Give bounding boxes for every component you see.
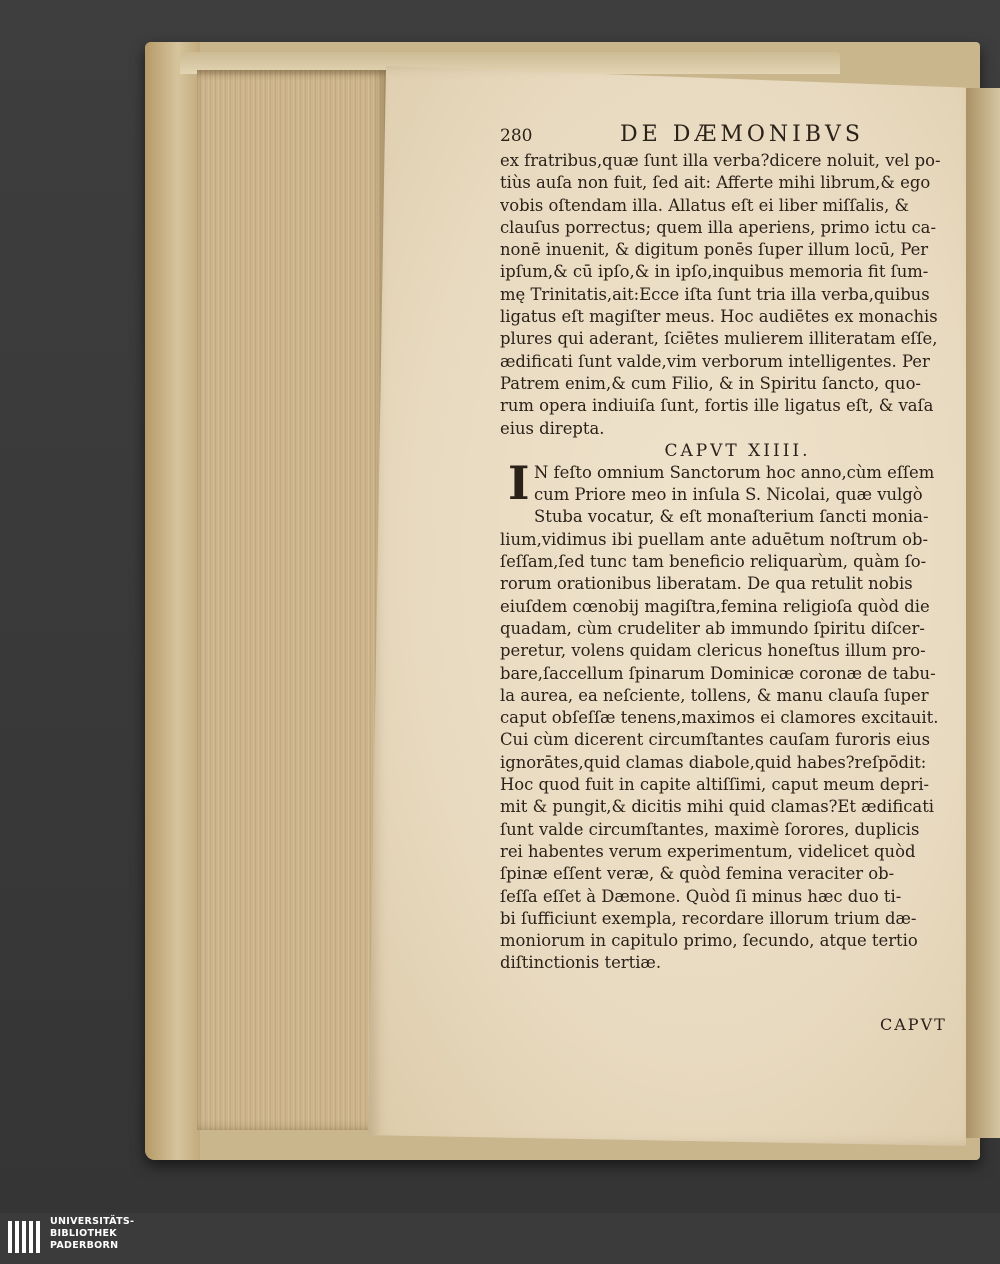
text-line: ipſum,& cū ipſo,& in ipſo,inquibus memoria fit ſum- bbox=[500, 262, 929, 282]
text-line: Hoc quod fuit in capite altiſſimi, caput meum depri- bbox=[500, 775, 930, 795]
text-line: Patrem enim,& cum Filio, & in Spiritu ſancto, quo- bbox=[500, 373, 921, 393]
text-line: ligatus eſt magiſter meus. Hoc audiētes ex monachis bbox=[500, 307, 938, 327]
text-line: ſunt valde circumſtantes, maximè ſorores, duplicis bbox=[500, 819, 920, 839]
text-line: ſpinæ eſſent veræ, & quòd femina veraciter ob- bbox=[500, 864, 895, 884]
page-number: 280 bbox=[500, 126, 533, 146]
text-line: clauſus porrectus; quem illa aperiens, primo ictu ca- bbox=[500, 217, 936, 237]
text-line: rei habentes verum experimentum, videlicet quòd bbox=[500, 841, 916, 861]
text-line: ignorātes,quid clamas diabole,quid habes?reſpōdit: bbox=[500, 752, 927, 772]
footer-bar bbox=[0, 1213, 1000, 1264]
text-line: Stuba vocatur, & eſt monaſterium ſancti monia- bbox=[534, 507, 929, 527]
text-line: ſeſſa eſſet à Dæmone. Quòd ſi minus hæc duo ti- bbox=[500, 886, 902, 906]
text-line: diſtinctionis tertiæ. bbox=[500, 953, 662, 973]
text-line: nonē inuenit, & digitum ponēs ſuper illum locū, Per bbox=[500, 240, 929, 260]
text-line: N feſto omnium Sanctorum hoc anno,cùm eſſem bbox=[534, 462, 935, 482]
text-line: ex fratribus,quæ ſunt illa verba?dicere noluit, vel po- bbox=[500, 151, 941, 170]
chapter-heading: CAPVT XIIII. bbox=[664, 440, 811, 461]
page-block-edges bbox=[197, 70, 387, 1130]
text-line: plures qui aderant, ſciētes mulierem illiteratam eſſe, bbox=[500, 329, 938, 349]
text-line: rorum orationibus liberatam. De qua retulit nobis bbox=[500, 574, 913, 594]
chapter-opening bbox=[500, 455, 955, 529]
text-line: vobis oſtendam illa. Allatus eſt ei liber miſſalis, & bbox=[500, 195, 910, 215]
text-line: mit & pungit,& dicitis mihi quid clamas?Et ædificati bbox=[500, 797, 935, 817]
drop-cap: I bbox=[508, 455, 530, 510]
running-head: DE DÆMONIBVS bbox=[620, 122, 864, 147]
text-line: bare,ſaccellum ſpinarum Dominicæ coronæ de tabu- bbox=[500, 663, 936, 683]
text-line: tiùs auſa non fuit, ſed ait: Afferte mihi librum,& ego bbox=[500, 173, 931, 193]
text-line: mę Trinitatis,ait:Ecce iſta ſunt tria illa verba,quibus bbox=[500, 284, 930, 304]
text-line: rum opera indiuiſa ſunt, fortis ille ligatus eſt, & vaſa bbox=[500, 396, 934, 416]
library-logo-icon bbox=[6, 1217, 44, 1257]
page-header bbox=[500, 122, 955, 150]
facing-page-edge bbox=[964, 88, 1000, 1138]
text-line: caput obſeſſæ tenens,maximos ei clamores excitauit. bbox=[500, 708, 939, 728]
text-line: lium,vidimus ibi puellam ante aduētum noſtrum ob- bbox=[500, 529, 929, 549]
text-block bbox=[500, 122, 955, 975]
text-line: cum Priore meo in inſula S. Nicolai, quæ vulgò bbox=[534, 485, 923, 505]
text-line: bi ſufficiunt exempla, recordare illorum trium dæ- bbox=[500, 908, 917, 928]
text-line: Cui cùm dicerent circumſtantes cauſam furoris eius bbox=[500, 730, 930, 750]
logo-text-line1: UNIVERSITÄTS- bbox=[50, 1216, 135, 1227]
text-line: peretur, volens quidam clericus honeſtus illum pro- bbox=[500, 641, 926, 661]
chapter-paragraph bbox=[500, 529, 955, 975]
text-line: quadam, cùm crudeliter ab immundo ſpiritu diſcer- bbox=[500, 618, 925, 638]
text-line: eius direpta. bbox=[500, 418, 605, 438]
catchword: CAPVT bbox=[880, 1015, 947, 1034]
paragraph-continued bbox=[500, 150, 955, 440]
logo-text-line3: PADERBORN bbox=[50, 1240, 119, 1251]
text-line: eiuſdem cœnobij magiſtra,femina religioſa quòd die bbox=[500, 596, 930, 616]
book-binding-edge bbox=[145, 42, 200, 1160]
text-line: ſeſſam,ſed tunc tam beneficio reliquarùm, quàm ſo- bbox=[500, 552, 927, 572]
text-line: ædificati ſunt valde,vim verborum intelligentes. Per bbox=[500, 351, 930, 371]
logo-text-line2: BIBLIOTHEK bbox=[50, 1228, 117, 1239]
text-line: la aurea, ea neſciente, tollens, & manu clauſa ſuper bbox=[500, 685, 929, 705]
text-line: moniorum in capitulo primo, ſecundo, atque tertio bbox=[500, 931, 918, 951]
